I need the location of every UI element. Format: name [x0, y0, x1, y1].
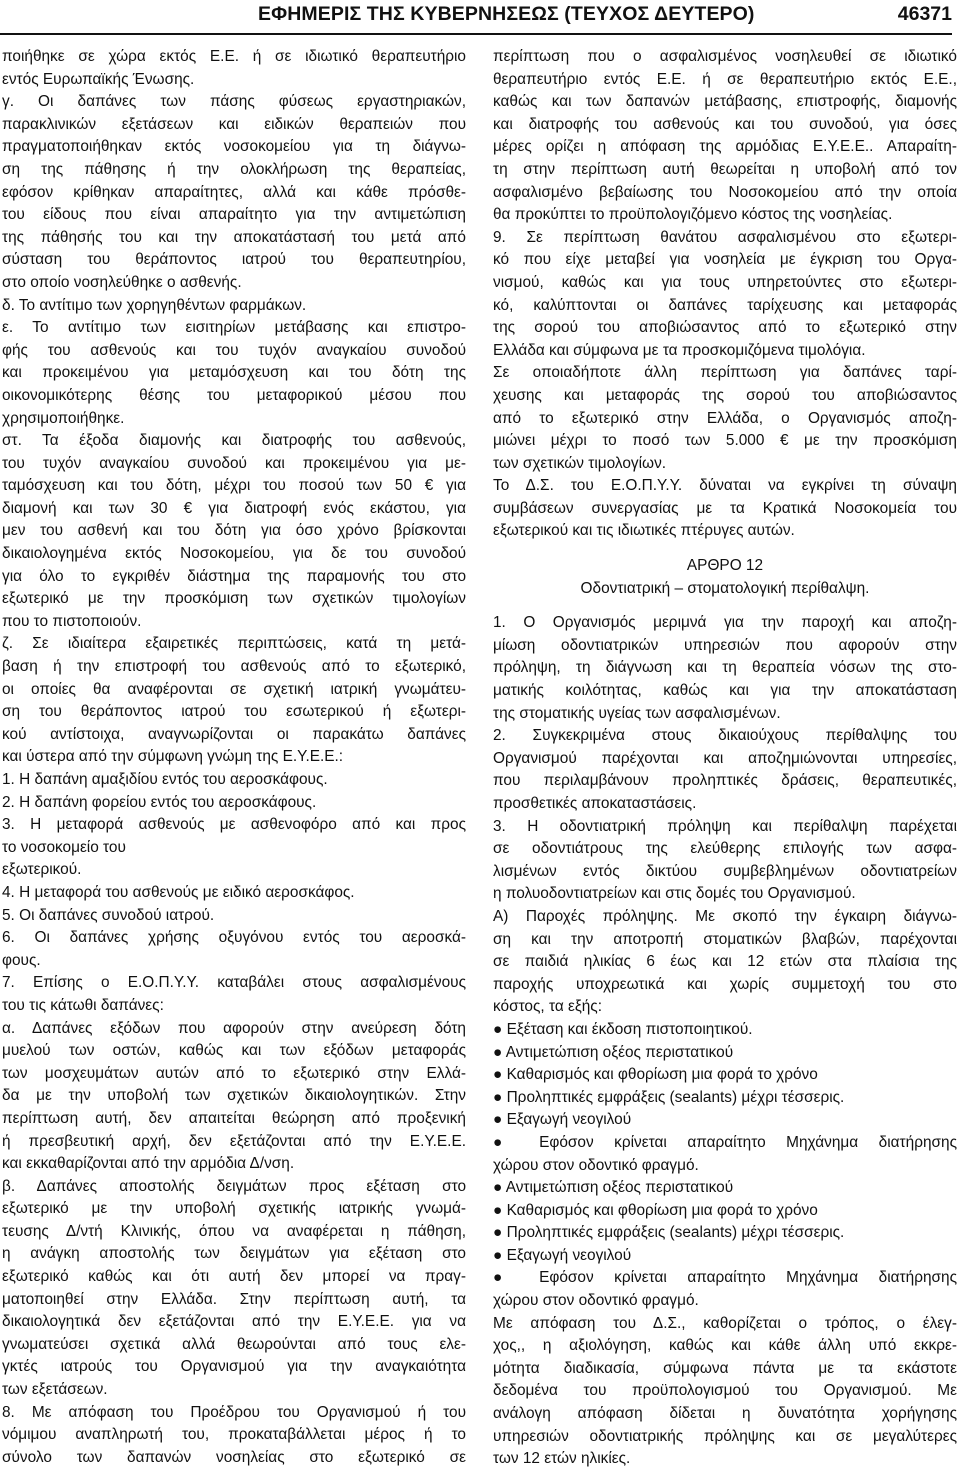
left-column-text-line: και εκκαθαρίζονται από την αρμόδια Δ/νση. — [2, 1155, 295, 1173]
right-column-text-line: ση και την αποτροπή στοματικών βλαβών, παρέχονται — [493, 930, 957, 948]
left-column-text-line: 8. Με απόφαση του Προέδρου του Οργανισμού ή του — [2, 1403, 466, 1421]
left-column-text-line: 1. Η δαπάνη αμαξιδίου εντός του αεροσκάφους. — [2, 771, 328, 788]
right-column-text-line: Α) Παροχές πρόληψης. Με σκοπό την έγκαιρη διάγνω- — [493, 907, 957, 925]
right-column-text-line: χώρου στον οδοντικό φραγμό. — [493, 1156, 699, 1174]
left-column-text-line: η ανάγκη αποστολής των δειγμάτων για εξέταση στο — [2, 1245, 466, 1263]
left-column-text-line: στο οποίο νοσηλεύθηκε ο ασθενής. — [2, 273, 242, 291]
right-column-text-line: 2. Συγκεκριμένα στους δικαιούχους περίθαλψης του — [493, 727, 957, 745]
left-column-text-line: εξωτερικό με την προσκόμιση των σχετικών τιμολογίων — [2, 590, 466, 608]
left-column-text-line: ση του θεράποντος ιατρού του εσωτερικού ή εξωτερι- — [2, 703, 466, 721]
left-column-text-line: χρησιμοποιήθηκε. — [2, 409, 125, 427]
left-column-text-line: 3. Η μεταφορά ασθενούς με ασθενοφόρο από και προς — [2, 816, 466, 834]
left-column-text-line: φους. — [2, 951, 41, 969]
left-column-text-line: ζ. Σε ιδιαίτερα εξαιρετικές περιπτώσεις, κατά τη μετά- — [2, 635, 466, 653]
right-column-text-line: κό που είχε μεταβεί για νοσηλεία με έγκριση του Οργα- — [493, 251, 957, 269]
left-column-text-line: ή πρεσβευτική αρχή, δεν εξετάζονται από την Ε.Υ.Ε.Ε. — [2, 1132, 466, 1150]
right-column-text-line: η πολυοδοντιατρείων και στις δομές του Οργανισμού. — [493, 885, 856, 903]
right-column-text-line: συμβάσεων συνεργασίας με τα Κρατικά Νοσοκομεία του — [493, 499, 957, 517]
left-column-text-line: οικονομικότερης θέσης του μεταφορικού μέσου που — [2, 386, 466, 404]
right-column-text-line: χευσης και μεταφοράς της σορού του αποβιώσαντος — [493, 386, 957, 404]
right-column-text-line: χώρου στον οδοντικό φραγμό. — [493, 1292, 699, 1310]
left-column-text-line: γνωματεύσει σχετικά αλλά θεωρούνται από τους ελε- — [2, 1335, 466, 1353]
left-column-text-line: β. Δαπάνες αποστολής δειγμάτων προς εξέταση στο — [2, 1177, 466, 1195]
page-header — [0, 0, 960, 40]
right-column-text-line: που περιλαμβάνουν προληπτικές δράσεις, θεραπευτικές, — [493, 772, 957, 790]
right-column-text-line: προσθετικές αποκαταστάσεις. — [493, 795, 697, 812]
page-number: 46371 — [897, 3, 952, 25]
left-column-text-line: πραγματοποιήθηκαν εκτός νοσοκομείου για τη διάγνω- — [2, 138, 466, 156]
left-column-text-line: δικαιολογημένα εκτός Νοσοκομείου, για δε του συνοδού — [2, 545, 466, 563]
right-column-text-line: 1. Ο Οργανισμός μεριμνά για την παροχή και αποζη- — [493, 614, 957, 632]
right-column-text-line: ματικής κοιλότητας, καθώς και για την αποκατάσταση — [493, 682, 957, 700]
left-column-text-line: του τις κάτωθι δαπάνες: — [2, 996, 164, 1014]
left-column-text-line: διαμονή και των 30 € για διατροφή ενός εκάστου, για — [2, 499, 466, 517]
right-column-spacer — [493, 600, 957, 612]
right-column-text-line: των σχετικών τιμολογίων. — [493, 454, 667, 472]
right-column-text-line: κόστος, τα εξής: — [493, 998, 602, 1016]
right-text-column — [493, 46, 957, 1471]
right-column-text-line: θα προκύπτει το προϋπολογιζόμενο κόστος της νοσηλείας. — [493, 206, 893, 224]
right-column-text-line: ● Εξαγωγή νεογιλού — [493, 1246, 632, 1264]
header-divider — [0, 33, 952, 35]
right-column-text-line: μιώνει μέχρι το ποσό των 5.000 € με την προσκόμιση — [493, 432, 957, 450]
left-column-text-line: εξωτερικό καθώς και ότι αυτή δεν μπορεί να πραγ- — [2, 1268, 466, 1286]
left-column-text-line: μεν του ασθενή και του δότη για όσο χρόνο βρίσκονται — [2, 522, 466, 540]
left-column-text-line: 7. Επίσης ο Ε.Ο.Π.Υ.Υ. καταβάλει στους ασφαλισμένους — [2, 974, 466, 992]
right-column-heading-line: ΑΡΘΡΟ 12 — [686, 557, 764, 575]
right-column-text-line: μίωση οδοντιατρικών υπηρεσιών που αφορούν στην — [493, 636, 957, 654]
left-column-text-line: γκτές ιατρούς του Οργανισμού για την αναγκαιότητα — [2, 1358, 466, 1376]
left-column-text-line: εντός Ευρωπαϊκής Ένωσης. — [2, 70, 195, 88]
left-column-text-line: 5. Οι δαπάνες συνοδού ιατρού. — [2, 906, 215, 924]
right-column-text-line: ● Καθαρισμός και φθορίωση μια φορά το χρόνο — [493, 1066, 818, 1084]
right-column-text-line: σε οδοντιάτρους της ελεύθερης επιλογής των ασφα- — [493, 840, 957, 858]
left-column-text-line: ε. Το αντίτιμο των εισιτηρίων μετάβασης και επιστρο- — [2, 319, 466, 337]
left-column-text-line: και ύστερα από την σύμφωνη γνώμη της Ε.Υ.Ε.Ε.: — [2, 748, 344, 766]
right-column-text-line: ● Αντιμετώπιση οξέος περιστατικού — [493, 1179, 734, 1197]
left-column-text-line: οι οποίες θα αναφέρονται σε σχετική ιατρική γνωμάτευ- — [2, 680, 466, 698]
right-column-text-line: ● Αντιμετώπιση οξέος περιστατικού — [493, 1043, 734, 1061]
right-column-text-line: σε παιδιά ηλικίας 6 έως και 12 ετών στα πλαίσια της — [493, 953, 957, 971]
right-column-text-line: Οργανισμού παρέχονται και αποζημιώνονται υπηρεσίες, — [493, 749, 957, 767]
right-column-text-line: θεραπευτήριο εντός Ε.Ε. ή σε θεραπευτήριο εκτός Ε.Ε., — [493, 70, 957, 88]
right-column-text-line: ● Εξαγωγή νεογιλού — [493, 1111, 632, 1129]
right-column-text-line: μέρες ορίζει η απόφαση της αρμόδιας Ε.Υ.Ε.Ε.. Απαραίτη- — [493, 138, 957, 156]
right-column-text-line: μότητα διαδικασία, σύμφωνα πάντα με τα εκάστοτε — [493, 1359, 957, 1377]
right-column-text-line: ανάλογη απόφαση δίδεται η δυνατότητα χορήγησης — [493, 1405, 957, 1423]
left-column-text-line: που το πιστοποιούν. — [2, 612, 142, 630]
left-column-text-line: 6. Οι δαπάνες χρήσης οξυγόνου εντός του αεροσκά- — [2, 929, 466, 947]
left-column-text-line: και προκειμένου για μεταμόσχευση και του δότη της — [2, 364, 466, 382]
right-column-text-line: υπηρεσιών οδοντιατρικής πρόληψης και σε μεγαλύτερες — [493, 1427, 957, 1445]
left-column-text-line: των εξετάσεων. — [2, 1381, 108, 1399]
right-column-text-line: δεδομένα του προϋπολογισμού του Οργανισμού. Με — [493, 1382, 957, 1400]
right-column-text-line: ● Εφόσον κρίνεται απαραίτητο Μηχάνημα διατήρησης — [493, 1133, 957, 1151]
left-column-text-line: δικαιολογητικά δεν εξετάζονται από την Ε.Υ.Ε.Ε. για να — [2, 1313, 466, 1331]
right-column-heading-line: Οδοντιατρική – στοματολογική περίθαλψη. — [580, 579, 870, 597]
left-text-column — [2, 46, 466, 1469]
right-column-text-line: από το εξωτερικό στην Ελλάδα, ο Οργανισμός αποζη- — [493, 409, 957, 427]
left-column-text-line: κού αντίστοιχα, αναγνωρίζονται οι παρακάτω δαπάνες — [2, 725, 466, 743]
left-column-text-line: παρακλινικών εξετάσεων και ειδικών θεραπειών που — [2, 115, 466, 133]
left-column-text-line: γ. Οι δαπάνες των πάσης φύσεως εργαστηριακών, — [2, 93, 466, 111]
right-column-text-line: καθώς και των δαπανών μετάβασης, επιστροφής, διαμονής — [493, 93, 957, 111]
left-column-text-line: α. Δαπάνες εξόδων που αφορούν στην ανεύρεση δότη — [2, 1019, 466, 1037]
left-column-text-line: ματοποιηθεί στην Ελλάδα. Στην περίπτωση αυτή, τα — [2, 1290, 466, 1308]
right-column-text-line: της σορού του αποβιώσαντος από το εξωτερικό στην — [493, 319, 957, 337]
left-column-text-line: το νοσοκομείο του — [2, 838, 126, 856]
right-column-text-line: Ελλάδα και σύμφωνα με τα προσκομιζόμενα τιμολόγια. — [493, 341, 866, 359]
left-column-text-line: νόμιμου αναπληρωτή του, προκαταβάλλεται μέρος ή το — [2, 1426, 466, 1444]
left-column-text-line: του τυχόν αναγκαίου συνοδού και προκειμένου για με- — [2, 454, 466, 472]
right-column-text-line: ● Εφόσον κρίνεται απαραίτητο Μηχάνημα διατήρησης — [493, 1269, 957, 1287]
right-column-text-line: 3. Η οδοντιατρική πρόληψη και περίθαλψη παρέχεται — [493, 817, 957, 835]
right-column-text-line: ● Προληπτικές εμφράξεις (sealants) μέχρι τέσσερις. — [493, 1088, 845, 1106]
right-column-text-line: κό, καλύπτονται οι δαπάνες ταρίχευσης και μεταφοράς — [493, 296, 957, 314]
right-column-text-line: Με απόφαση του Δ.Σ., καθορίζεται ο τρόπος, ο έλεγ- — [493, 1314, 957, 1332]
right-column-text-line: εξωτερικού και τις ιδιωτικές πτέρυγες αυτών. — [493, 522, 795, 540]
left-column-text-line: βαση ή την επιστροφή του ασθενούς από το εξωτερικό, — [2, 658, 466, 676]
gazette-title: ΕΦΗΜΕΡΙΣ ΤΗΣ ΚΥΒΕΡΝΗΣΕΩΣ (ΤΕΥΧΟΣ ΔΕΥΤΕΡΟ) — [258, 3, 755, 25]
left-column-text-line: του είδους που είναι απαραίτητο για την αντιμετώπιση — [2, 206, 466, 224]
left-column-text-line: για όλο το εγκριθέν διάστημα της παραμονής του στο — [2, 567, 466, 585]
left-column-text-line: 2. Η δαπάνη φορείου εντός του αεροσκάφους. — [2, 793, 317, 811]
left-column-text-line: δ. Το αντίτιμο των χορηγηθέντων φαρμάκων. — [2, 296, 307, 314]
right-column-text-line: Σε οποιαδήποτε άλλη περίπτωση για δαπάνες ταρί- — [493, 364, 957, 382]
right-column-text-line: παροχής υποχρεωτικά και χωρίς συμμετοχή του στο — [493, 975, 957, 993]
left-column-text-line: μυελού των οστών, καθώς και των εξόδων μεταφοράς — [2, 1042, 466, 1060]
left-column-text-line: της πάθησής του και την αποκατάστασή του μετά από — [2, 228, 466, 246]
left-column-text-line: σύσταση του θεράποντος ιατρού του θεραπευτηρίου, — [2, 251, 466, 269]
right-column-text-line: ● Εξέταση και έκδοση πιστοποιητικού. — [493, 1020, 753, 1038]
right-column-text-line: ασφαλισμένο βεβαίωσης του Νοσοκομείου από την οποία — [493, 183, 957, 201]
right-column-text-line: 9. Σε περίπτωση θανάτου ασφαλισμένου στο εξωτερι- — [493, 228, 957, 246]
left-column-text-line: ση της πάθησης ή την ολοκλήρωση της θεραπείας, — [2, 160, 466, 178]
left-column-text-line: εξωτερικό με την υποβολή σχετικής ιατρικής γνωμά- — [2, 1200, 466, 1218]
right-column-text-line: περίπτωση που ο ασφαλισμένος νοσηλευθεί σε ιδιωτικό — [493, 48, 957, 65]
left-column-text-line: εφόσον κρίθηκαν απαραίτητες, αλλά και κάθε πρόσθε- — [2, 183, 466, 201]
right-column-text-line: Το Δ.Σ. του Ε.Ο.Π.Υ.Υ. δύναται να εγκρίνει τη σύναψη — [493, 477, 957, 495]
left-column-text-line: των μοσχευμάτων αυτών από το εξωτερικό στην Ελλά- — [2, 1064, 466, 1082]
right-column-text-line: νισμού, καθώς και για τους υπηρετούντες στο εξωτερι- — [493, 273, 957, 291]
right-column-text-line: των 12 ετών ηλικίες. — [493, 1450, 631, 1468]
right-column-text-line: τη στην περίπτωση αυτή θεωρείται η υποβολή από τον — [493, 160, 957, 178]
right-column-text-line: και διατροφής του ασθενούς και του συνοδού, για όσες — [493, 115, 957, 133]
left-column-text-line: περίπτωση αυτή, δεν απαιτείται θεώρηση από προξενική — [2, 1109, 466, 1127]
left-column-text-line: ταμόσχευση και του δότη, μέχρι του ποσού των 50 € για — [2, 477, 466, 495]
left-column-text-line: δα με την υποβολή των σχετικών δικαιολογητικών. Στην — [2, 1087, 466, 1105]
right-column-text-line: ● Καθαρισμός και φθορίωση μια φορά το χρόνο — [493, 1201, 818, 1219]
left-column-text-line: ποιήθηκε σε χώρα εκτός Ε.Ε. ή σε ιδιωτικό θεραπευτήριο — [2, 48, 466, 65]
left-column-text-line: σύνολο των δαπανών νοσηλείας στο εξωτερικό σε — [2, 1448, 466, 1466]
left-column-text-line: εξωτερικού. — [2, 861, 82, 879]
right-column-text-line: λισμένων εντός δικτύου συμβεβλημένων οδοντιατρείων — [493, 862, 957, 880]
right-column-spacer — [493, 543, 957, 555]
left-column-text-line: 4. Η μεταφορά του ασθενούς με ειδικό αεροσκάφος. — [2, 883, 355, 901]
right-column-text-line: χος,, η αξιολόγηση, καθώς και κάθε άλλη υπό εκκρε- — [493, 1337, 957, 1355]
right-column-text-line: πρόληψη, τη διάγνωση και τη θεραπεία νόσων της στο- — [493, 659, 957, 677]
right-column-text-line: ● Προληπτικές εμφράξεις (sealants) μέχρι τέσσερις. — [493, 1224, 845, 1242]
right-column-text-line: της στοματικής υγείας των ασφαλισμένων. — [493, 704, 781, 722]
left-column-text-line: τευσης Δ/ντή Κλινικής, όπου να αναφέρεται η πάθηση, — [2, 1222, 466, 1240]
left-column-text-line: στ. Τα έξοδα διαμονής και διατροφής του ασθενούς, — [2, 432, 466, 450]
left-column-text-line: φής του ασθενούς και του τυχόν αναγκαίου συνοδού — [2, 341, 466, 359]
